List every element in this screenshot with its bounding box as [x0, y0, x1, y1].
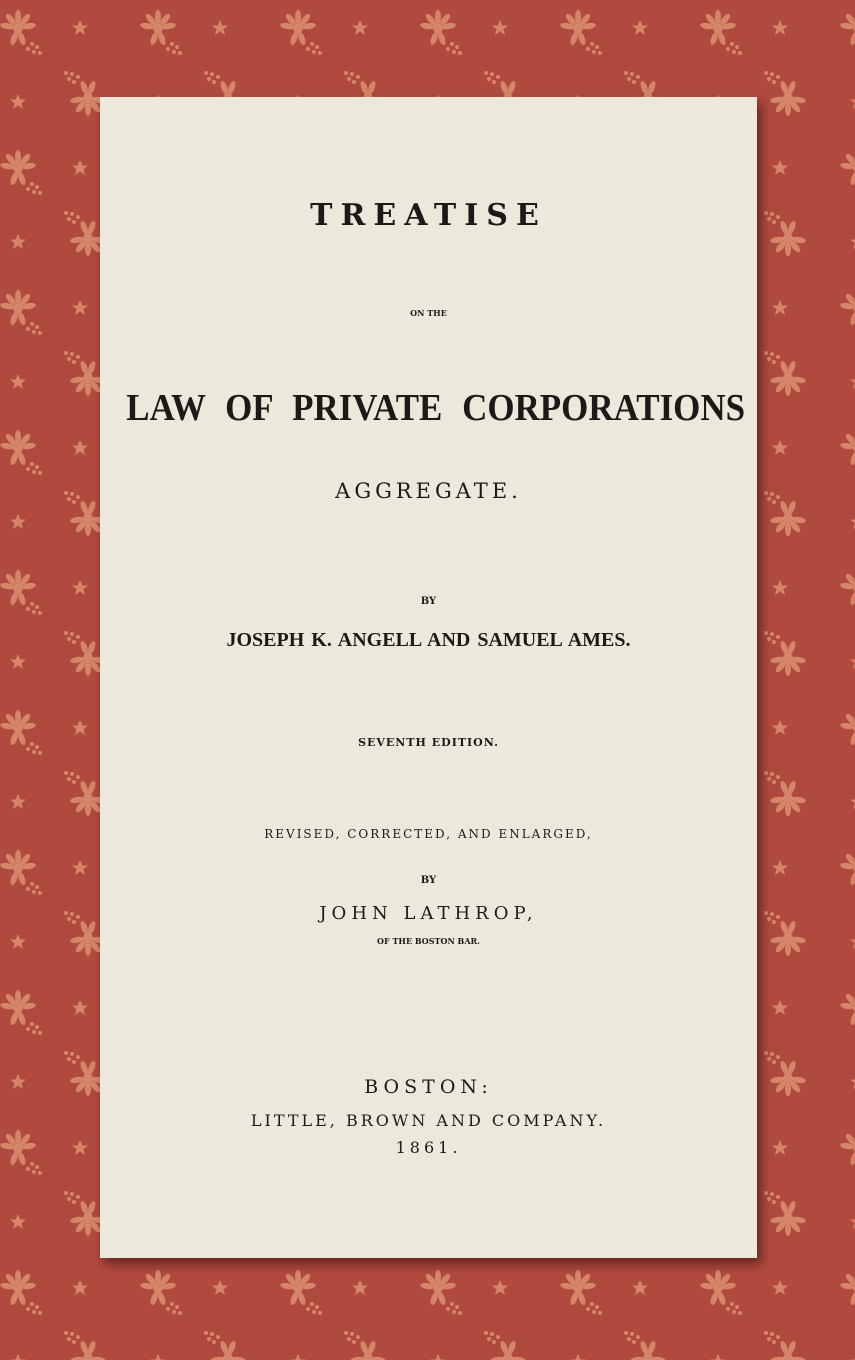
edition: SEVENTH EDITION. [358, 736, 499, 749]
publisher-city: BOSTON: [364, 1076, 493, 1098]
by-label: BY [420, 596, 437, 607]
editor-affiliation: OF THE BOSTON BAR. [377, 936, 480, 946]
publication-year: 1861. [395, 1138, 462, 1157]
editor-name: JOHN LATHROP, [319, 903, 538, 924]
publisher-name: LITTLE, BROWN AND COMPANY. [250, 1111, 607, 1130]
on-the-text: ON THE [410, 308, 447, 318]
subject-title: LAW OF PRIVATE CORPORATIONS [126, 387, 746, 429]
revised-text: REVISED, CORRECTED, AND ENLARGED, [264, 827, 593, 841]
authors: JOSEPH K. ANGELL AND SAMUEL AMES. [226, 629, 631, 651]
by-label-2: BY [420, 875, 437, 886]
book-title: TREATISE [310, 198, 547, 233]
aggregate-text: AGGREGATE. [335, 479, 522, 503]
title-page [100, 97, 757, 1258]
